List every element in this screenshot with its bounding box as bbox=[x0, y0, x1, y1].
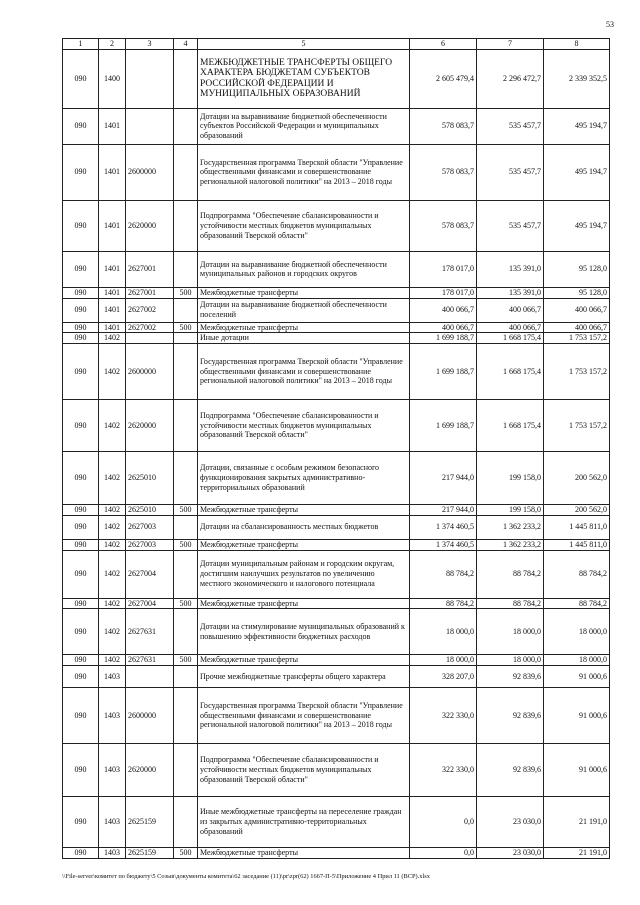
cell-expense-type bbox=[174, 744, 198, 797]
cell-ministry: 090 bbox=[63, 49, 99, 108]
cell-amount: 88 784,2 bbox=[410, 598, 477, 609]
column-header: 8 bbox=[544, 39, 610, 50]
cell-target: 2627004 bbox=[126, 550, 174, 598]
cell-amount: 95 128,0 bbox=[544, 251, 610, 287]
table-row bbox=[63, 400, 610, 452]
cell-section: 1402 bbox=[99, 505, 126, 516]
cell-section: 1403 bbox=[99, 666, 126, 688]
table-row bbox=[63, 322, 610, 333]
cell-description: Прочие межбюджетные трансферты общего характера bbox=[198, 666, 410, 688]
cell-section: 1401 bbox=[99, 298, 126, 322]
cell-target: 2627002 bbox=[126, 322, 174, 333]
cell-amount: 578 083,7 bbox=[410, 144, 477, 200]
cell-section: 1402 bbox=[99, 598, 126, 609]
cell-expense-type bbox=[174, 333, 198, 344]
cell-amount: 1 362 233,2 bbox=[477, 515, 544, 539]
cell-amount: 2 296 472,7 bbox=[477, 49, 544, 108]
cell-target: 2625159 bbox=[126, 797, 174, 848]
cell-description: Межбюджетные трансферты bbox=[198, 539, 410, 550]
cell-amount: 178 017,0 bbox=[410, 287, 477, 298]
cell-expense-type: 500 bbox=[174, 848, 198, 859]
table-row bbox=[63, 655, 610, 666]
column-header: 5 bbox=[198, 39, 410, 50]
cell-expense-type: 500 bbox=[174, 505, 198, 516]
cell-description: Подпрограмма "Обеспечение сбалансированности и устойчивости местных бюджетов муниципальных образований Тверской области" bbox=[198, 200, 410, 251]
cell-amount: 1 362 233,2 bbox=[477, 539, 544, 550]
cell-expense-type bbox=[174, 108, 198, 144]
cell-target: 2625159 bbox=[126, 848, 174, 859]
cell-expense-type: 500 bbox=[174, 287, 198, 298]
cell-amount: 88 784,2 bbox=[477, 550, 544, 598]
cell-section: 1402 bbox=[99, 452, 126, 505]
cell-ministry: 090 bbox=[63, 144, 99, 200]
cell-amount: 495 194,7 bbox=[544, 108, 610, 144]
table-row bbox=[63, 251, 610, 287]
cell-amount: 18 000,0 bbox=[544, 655, 610, 666]
cell-expense-type bbox=[174, 344, 198, 400]
cell-amount: 400 066,7 bbox=[477, 298, 544, 322]
cell-section: 1403 bbox=[99, 848, 126, 859]
cell-expense-type: 500 bbox=[174, 655, 198, 666]
table-row bbox=[63, 797, 610, 848]
column-header: 7 bbox=[477, 39, 544, 50]
cell-expense-type bbox=[174, 550, 198, 598]
cell-expense-type bbox=[174, 298, 198, 322]
cell-amount: 92 839,6 bbox=[477, 744, 544, 797]
cell-target: 2600000 bbox=[126, 344, 174, 400]
cell-description: Межбюджетные трансферты bbox=[198, 287, 410, 298]
cell-target: 2600000 bbox=[126, 144, 174, 200]
cell-amount: 91 000,6 bbox=[544, 688, 610, 744]
cell-amount: 0,0 bbox=[410, 848, 477, 859]
cell-amount: 1 699 188,7 bbox=[410, 333, 477, 344]
cell-target bbox=[126, 108, 174, 144]
table-row bbox=[63, 515, 610, 539]
cell-expense-type bbox=[174, 144, 198, 200]
cell-ministry: 090 bbox=[63, 344, 99, 400]
cell-amount: 21 191,0 bbox=[544, 848, 610, 859]
table-row bbox=[63, 598, 610, 609]
cell-amount: 217 944,0 bbox=[410, 505, 477, 516]
cell-amount: 23 030,0 bbox=[477, 848, 544, 859]
cell-target bbox=[126, 49, 174, 108]
cell-target: 2627001 bbox=[126, 251, 174, 287]
cell-amount: 200 562,0 bbox=[544, 452, 610, 505]
cell-ministry: 090 bbox=[63, 539, 99, 550]
cell-amount: 400 066,7 bbox=[477, 322, 544, 333]
cell-amount: 578 083,7 bbox=[410, 108, 477, 144]
cell-amount: 1 753 157,2 bbox=[544, 344, 610, 400]
table-row bbox=[63, 108, 610, 144]
table-row bbox=[63, 609, 610, 655]
cell-ministry: 090 bbox=[63, 744, 99, 797]
cell-target: 2627002 bbox=[126, 298, 174, 322]
cell-section: 1403 bbox=[99, 688, 126, 744]
cell-amount: 1 374 460,5 bbox=[410, 539, 477, 550]
cell-ministry: 090 bbox=[63, 550, 99, 598]
table-row bbox=[63, 744, 610, 797]
cell-description: Дотации на выравнивание бюджетной обеспеченности поселений bbox=[198, 298, 410, 322]
file-path-footer: \\File-server\комитет по бюджету\5 Созыв\документы комитета\62 заседание (11)\pr\zpr(62) 1667-П-5\Приложение 4 Прил 11 (ВСР).xlsx bbox=[62, 873, 430, 880]
cell-amount: 199 158,0 bbox=[477, 505, 544, 516]
cell-description: Дотации на сбалансированность местных бюджетов bbox=[198, 515, 410, 539]
cell-description: Межбюджетные трансферты bbox=[198, 598, 410, 609]
cell-target: 2600000 bbox=[126, 688, 174, 744]
cell-amount: 18 000,0 bbox=[477, 609, 544, 655]
cell-target: 2627004 bbox=[126, 598, 174, 609]
table-row bbox=[63, 144, 610, 200]
cell-section: 1402 bbox=[99, 609, 126, 655]
cell-amount: 535 457,7 bbox=[477, 200, 544, 251]
cell-ministry: 090 bbox=[63, 400, 99, 452]
cell-description: Государственная программа Тверской области "Управление общественными финансами и совершенствование региональной налоговой политики" на 2013 – 2018 годы bbox=[198, 144, 410, 200]
column-header: 4 bbox=[174, 39, 198, 50]
table-row bbox=[63, 333, 610, 344]
cell-ministry: 090 bbox=[63, 848, 99, 859]
cell-expense-type bbox=[174, 200, 198, 251]
cell-ministry: 090 bbox=[63, 655, 99, 666]
cell-ministry: 090 bbox=[63, 200, 99, 251]
cell-amount: 88 784,2 bbox=[477, 598, 544, 609]
cell-target: 2627001 bbox=[126, 287, 174, 298]
cell-amount: 18 000,0 bbox=[477, 655, 544, 666]
table-row bbox=[63, 848, 610, 859]
cell-amount: 1 668 175,4 bbox=[477, 344, 544, 400]
table-row bbox=[63, 550, 610, 598]
cell-expense-type: 500 bbox=[174, 598, 198, 609]
cell-section: 1403 bbox=[99, 797, 126, 848]
cell-description: Дотации на выравнивание бюджетной обеспеченности муниципальных районов и городских округов bbox=[198, 251, 410, 287]
cell-section: 1401 bbox=[99, 108, 126, 144]
cell-amount: 1 699 188,7 bbox=[410, 400, 477, 452]
cell-amount: 88 784,2 bbox=[544, 550, 610, 598]
column-header: 3 bbox=[126, 39, 174, 50]
page-number: 53 bbox=[606, 20, 614, 29]
table-row bbox=[63, 539, 610, 550]
cell-amount: 1 753 157,2 bbox=[544, 333, 610, 344]
cell-amount: 578 083,7 bbox=[410, 200, 477, 251]
cell-section: 1402 bbox=[99, 333, 126, 344]
cell-amount: 1 699 188,7 bbox=[410, 344, 477, 400]
cell-amount: 200 562,0 bbox=[544, 505, 610, 516]
cell-description: Дотации на стимулирование муниципальных образований к повышению эффективности бюджетных расходов bbox=[198, 609, 410, 655]
cell-section: 1401 bbox=[99, 200, 126, 251]
cell-expense-type bbox=[174, 688, 198, 744]
cell-expense-type bbox=[174, 666, 198, 688]
cell-amount: 92 839,6 bbox=[477, 666, 544, 688]
cell-target: 2627003 bbox=[126, 515, 174, 539]
cell-description: Подпрограмма "Обеспечение сбалансированности и устойчивости местных бюджетов муниципальных образований Тверской области" bbox=[198, 400, 410, 452]
cell-section: 1402 bbox=[99, 550, 126, 598]
column-header: 1 bbox=[63, 39, 99, 50]
cell-target: 2625010 bbox=[126, 505, 174, 516]
cell-amount: 1 374 460,5 bbox=[410, 515, 477, 539]
cell-amount: 400 066,7 bbox=[410, 322, 477, 333]
cell-amount: 322 330,0 bbox=[410, 744, 477, 797]
cell-section: 1401 bbox=[99, 144, 126, 200]
cell-expense-type bbox=[174, 251, 198, 287]
cell-expense-type: 500 bbox=[174, 322, 198, 333]
cell-ministry: 090 bbox=[63, 609, 99, 655]
table-row bbox=[63, 688, 610, 744]
cell-amount: 0,0 bbox=[410, 797, 477, 848]
cell-amount: 135 391,0 bbox=[477, 251, 544, 287]
cell-ministry: 090 bbox=[63, 108, 99, 144]
cell-amount: 495 194,7 bbox=[544, 144, 610, 200]
cell-amount: 199 158,0 bbox=[477, 452, 544, 505]
cell-target bbox=[126, 333, 174, 344]
cell-description: Дотации, связанные с особым режимом безопасного функционирования закрытых административно-территориальных образований bbox=[198, 452, 410, 505]
cell-description: Дотации муниципальным районам и городским округам, достигшим наилучших результатов по увеличению местного экономического и налогового потенциала bbox=[198, 550, 410, 598]
cell-amount: 495 194,7 bbox=[544, 200, 610, 251]
cell-ministry: 090 bbox=[63, 298, 99, 322]
cell-target bbox=[126, 666, 174, 688]
cell-amount: 92 839,6 bbox=[477, 688, 544, 744]
cell-section: 1401 bbox=[99, 251, 126, 287]
cell-expense-type bbox=[174, 797, 198, 848]
table-row bbox=[63, 666, 610, 688]
cell-section: 1401 bbox=[99, 322, 126, 333]
cell-expense-type bbox=[174, 609, 198, 655]
cell-amount: 178 017,0 bbox=[410, 251, 477, 287]
cell-section: 1402 bbox=[99, 515, 126, 539]
cell-amount: 88 784,2 bbox=[410, 550, 477, 598]
cell-ministry: 090 bbox=[63, 333, 99, 344]
cell-description: МЕЖБЮДЖЕТНЫЕ ТРАНСФЕРТЫ ОБЩЕГО ХАРАКТЕРА БЮДЖЕТАМ СУБЪЕКТОВ РОССИЙСКОЙ ФЕДЕРАЦИИ И МУНИЦИПАЛЬНЫХ ОБРАЗОВАНИЙ bbox=[198, 49, 410, 108]
cell-amount: 95 128,0 bbox=[544, 287, 610, 298]
cell-expense-type bbox=[174, 452, 198, 505]
cell-expense-type bbox=[174, 400, 198, 452]
cell-amount: 328 207,0 bbox=[410, 666, 477, 688]
cell-description: Межбюджетные трансферты bbox=[198, 322, 410, 333]
cell-amount: 1 668 175,4 bbox=[477, 333, 544, 344]
cell-amount: 18 000,0 bbox=[410, 655, 477, 666]
cell-description: Иные межбюджетные трансферты на переселение граждан из закрытых административно-территориальных образований bbox=[198, 797, 410, 848]
cell-amount: 135 391,0 bbox=[477, 287, 544, 298]
column-header: 6 bbox=[410, 39, 477, 50]
cell-description: Государственная программа Тверской области "Управление общественными финансами и совершенствование региональной налоговой политики" на 2013 – 2018 годы bbox=[198, 344, 410, 400]
cell-section: 1401 bbox=[99, 287, 126, 298]
cell-target: 2627631 bbox=[126, 655, 174, 666]
cell-amount: 322 330,0 bbox=[410, 688, 477, 744]
cell-target: 2620000 bbox=[126, 200, 174, 251]
cell-amount: 1 445 811,0 bbox=[544, 539, 610, 550]
cell-ministry: 090 bbox=[63, 452, 99, 505]
cell-description: Подпрограмма "Обеспечение сбалансированности и устойчивости местных бюджетов муниципальных образований Тверской области" bbox=[198, 744, 410, 797]
cell-ministry: 090 bbox=[63, 666, 99, 688]
cell-ministry: 090 bbox=[63, 598, 99, 609]
table-row bbox=[63, 200, 610, 251]
cell-amount: 535 457,7 bbox=[477, 108, 544, 144]
cell-amount: 1 668 175,4 bbox=[477, 400, 544, 452]
cell-expense-type bbox=[174, 49, 198, 108]
cell-ministry: 090 bbox=[63, 688, 99, 744]
cell-amount: 400 066,7 bbox=[544, 298, 610, 322]
cell-description: Межбюджетные трансферты bbox=[198, 505, 410, 516]
cell-amount: 1 753 157,2 bbox=[544, 400, 610, 452]
cell-ministry: 090 bbox=[63, 251, 99, 287]
table-row bbox=[63, 344, 610, 400]
cell-section: 1402 bbox=[99, 400, 126, 452]
cell-ministry: 090 bbox=[63, 505, 99, 516]
cell-amount: 91 000,6 bbox=[544, 666, 610, 688]
cell-amount: 18 000,0 bbox=[410, 609, 477, 655]
cell-description: Иные дотации bbox=[198, 333, 410, 344]
cell-amount: 400 066,7 bbox=[544, 322, 610, 333]
cell-section: 1403 bbox=[99, 744, 126, 797]
cell-target: 2625010 bbox=[126, 452, 174, 505]
cell-amount: 2 605 479,4 bbox=[410, 49, 477, 108]
cell-expense-type: 500 bbox=[174, 539, 198, 550]
table-row bbox=[63, 287, 610, 298]
cell-description: Межбюджетные трансферты bbox=[198, 655, 410, 666]
header-row bbox=[63, 39, 610, 50]
cell-description: Государственная программа Тверской области "Управление общественными финансами и совершенствование региональной налоговой политики" на 2013 – 2018 годы bbox=[198, 688, 410, 744]
cell-target: 2620000 bbox=[126, 744, 174, 797]
cell-amount: 21 191,0 bbox=[544, 797, 610, 848]
cell-ministry: 090 bbox=[63, 515, 99, 539]
cell-expense-type bbox=[174, 515, 198, 539]
budget-table bbox=[62, 38, 610, 859]
cell-amount: 23 030,0 bbox=[477, 797, 544, 848]
cell-amount: 88 784,2 bbox=[544, 598, 610, 609]
cell-section: 1402 bbox=[99, 655, 126, 666]
cell-target: 2620000 bbox=[126, 400, 174, 452]
table-row bbox=[63, 298, 610, 322]
table-row bbox=[63, 505, 610, 516]
cell-description: Межбюджетные трансферты bbox=[198, 848, 410, 859]
table-row bbox=[63, 49, 610, 108]
cell-amount: 2 339 352,5 bbox=[544, 49, 610, 108]
cell-amount: 91 000,6 bbox=[544, 744, 610, 797]
cell-section: 1402 bbox=[99, 539, 126, 550]
cell-ministry: 090 bbox=[63, 797, 99, 848]
cell-amount: 18 000,0 bbox=[544, 609, 610, 655]
cell-description: Дотации на выравнивание бюджетной обеспеченности субъектов Российской Федерации и муниципальных образований bbox=[198, 108, 410, 144]
cell-section: 1402 bbox=[99, 344, 126, 400]
cell-section: 1400 bbox=[99, 49, 126, 108]
cell-amount: 217 944,0 bbox=[410, 452, 477, 505]
cell-target: 2627003 bbox=[126, 539, 174, 550]
column-header: 2 bbox=[99, 39, 126, 50]
cell-ministry: 090 bbox=[63, 287, 99, 298]
cell-amount: 535 457,7 bbox=[477, 144, 544, 200]
cell-target: 2627631 bbox=[126, 609, 174, 655]
cell-amount: 400 066,7 bbox=[410, 298, 477, 322]
table-row bbox=[63, 452, 610, 505]
cell-ministry: 090 bbox=[63, 322, 99, 333]
cell-amount: 1 445 811,0 bbox=[544, 515, 610, 539]
